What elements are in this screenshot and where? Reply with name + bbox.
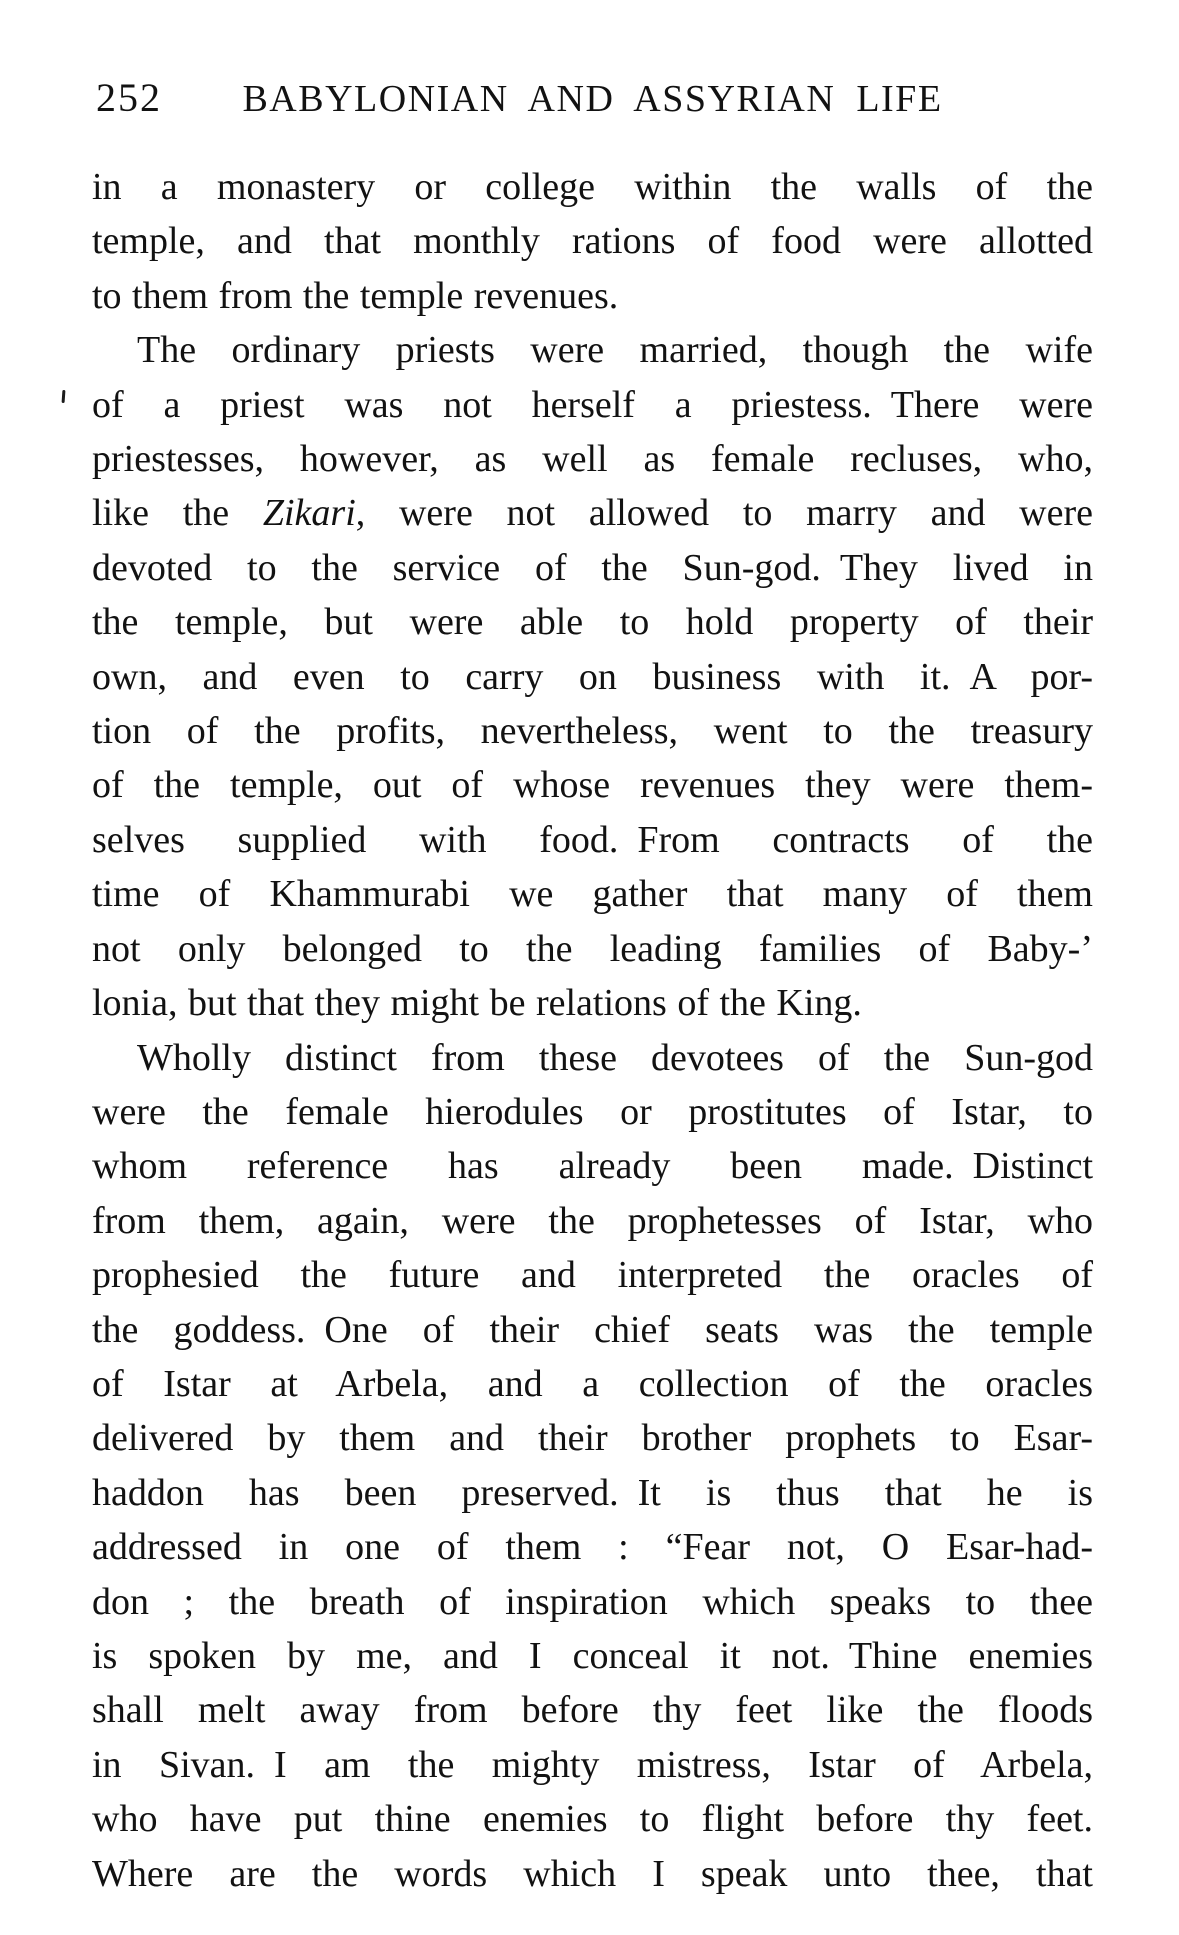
text-segment: the temple, but were able to hold property of their [92,601,1093,644]
text-line [92,1194,1093,1248]
text-segment: shall melt away from before thy feet like the floods [92,1689,1093,1732]
text-line [92,1847,1093,1901]
text-segment: delivered by them and their brother prophets to Esar- [92,1417,1093,1460]
text-line [92,1357,1093,1411]
text-line [92,813,1093,867]
text-line [92,160,1093,214]
body-text [92,160,1093,1901]
text-segment: who have put thine enemies to flight before thy feet. [92,1798,1093,1841]
text-line [92,214,1093,268]
text-line [92,922,1093,976]
text-line [92,1466,1093,1520]
text-segment: not only belonged to the leading families of Baby-’ [92,927,1093,970]
text-segment: in a monastery or college within the walls of the [92,166,1093,208]
text-segment: haddon has been preserved. It is thus that he is [92,1471,1093,1514]
text-line [92,1629,1093,1683]
text-segment: in Sivan. I am the mighty mistress, Istar of Arbela, [92,1743,1093,1786]
text-line [92,650,1093,704]
text-segment: , were not allowed to marry and were [355,492,1093,535]
text-line [92,1248,1093,1302]
ink-artifact [62,390,66,403]
text-segment: devoted to the service of the Sun-god. They lived in [92,546,1093,589]
text-line [92,1031,1093,1085]
text-line [92,704,1093,758]
text-segment: Wholly distinct from these devotees of the Sun-god [137,1036,1093,1079]
running-title: BABYLONIAN AND ASSYRIAN LIFE [242,78,943,120]
text-segment: own, and even to carry on business with it. A por- [92,655,1093,698]
text-segment: don ; the breath of inspiration which speaks to thee [92,1580,1093,1623]
text-segment: the goddess. One of their chief seats was the temple [92,1308,1093,1351]
text-segment: whom reference has already been made. Distinct [92,1145,1093,1188]
text-line [92,758,1093,812]
running-header [92,76,1093,122]
text-line [92,378,1093,432]
text-line [92,1303,1093,1357]
text-segment: from them, again, were the prophetesses of Istar, who [92,1199,1093,1242]
text-line [92,1792,1093,1846]
text-segment: is spoken by me, and I conceal it not. Thine enemies [92,1634,1093,1677]
text-line [92,486,1093,540]
text-segment: temple, and that monthly rations of food were allotted [92,220,1093,263]
text-line [92,541,1093,595]
text-line [92,1411,1093,1465]
text-segment: lonia, but that they might be relations of the King. [92,982,862,1025]
text-line [92,1575,1093,1629]
text-segment: prophesied the future and interpreted the oracles of [92,1254,1093,1297]
text-line [92,1139,1093,1193]
text-segment: addressed in one of them : “Fear not, O Esar-had- [92,1526,1093,1569]
text-segment: time of Khammurabi we gather that many of them [92,873,1093,916]
text-segment: were the female hierodules or prostitutes of Istar, to [92,1090,1093,1133]
text-line [92,1520,1093,1574]
text-segment: selves supplied with food. From contracts of the [92,818,1093,861]
text-segment: Where are the words which I speak unto thee, that [92,1852,1093,1895]
text-line [92,432,1093,486]
text-line [92,976,1093,1030]
text-line [92,1085,1093,1139]
text-line [92,1738,1093,1792]
text-line [92,595,1093,649]
text-line [92,867,1093,921]
text-segment: tion of the profits, nevertheless, went to the treasury [92,710,1093,753]
text-segment: priestesses, however, as well as female recluses, who, [92,438,1093,481]
page-number: 252 [96,75,162,120]
text-segment: of a priest was not herself a priestess. There were [92,383,1093,426]
text-segment: of the temple, out of whose revenues they were them- [92,764,1093,807]
italic-term: Zikari [262,492,356,535]
text-line [92,269,1093,323]
text-segment: to them from the temple revenues. [92,274,619,317]
text-line [92,1683,1093,1737]
text-line [92,323,1093,377]
text-segment: The ordinary priests were married, though the wife [137,329,1093,372]
text-segment: of Istar at Arbela, and a collection of the oracles [92,1362,1093,1405]
text-segment: like the [92,492,263,535]
